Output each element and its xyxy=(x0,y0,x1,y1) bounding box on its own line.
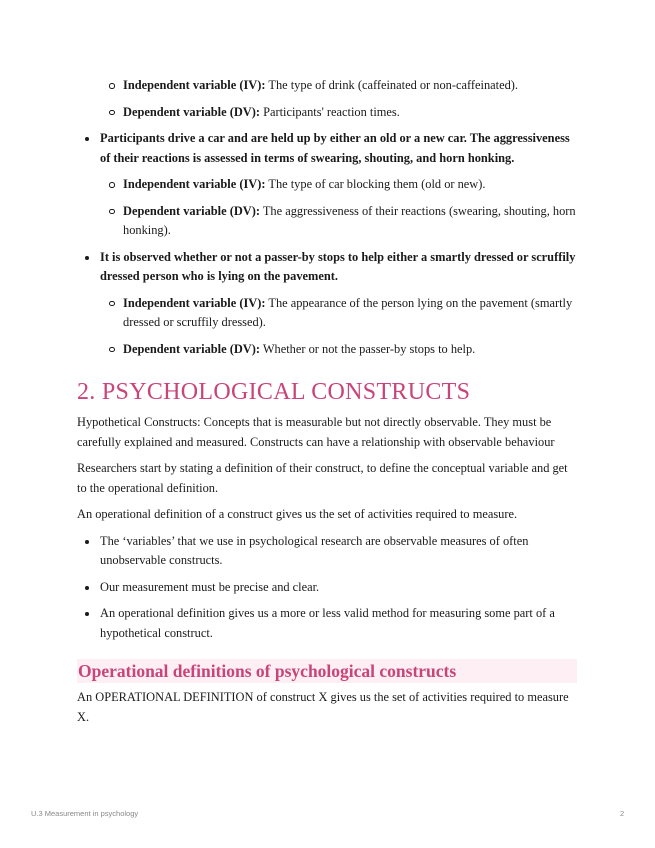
iv-term: Independent variable (IV): xyxy=(123,177,266,191)
footer-title: U.3 Measurement in psychology xyxy=(31,809,139,818)
subsection-heading: Operational definitions of psychological constructs xyxy=(77,659,577,683)
iv-text: The appearance of the person lying on the pavement (smartly dressed or scruffily dressed). xyxy=(123,295,573,329)
list-item xyxy=(77,103,577,123)
list-item xyxy=(77,76,577,96)
iv-text: The type of car blocking them (old or new). xyxy=(268,177,486,191)
list-item xyxy=(77,294,577,333)
example-2-scenario: Participants drive a car and are held up by either an old or a new car. The aggressiveness of their reactions is assessed in terms of swearing, shouting, and horn honking. xyxy=(100,131,570,165)
bullet-text: An operational definition gives us a more or less valid method for measuring some part of a hypothetical construct. xyxy=(100,606,555,640)
example-1-sublist xyxy=(77,76,577,122)
paragraph: An operational definition of a construct gives us the set of activities required to measure. xyxy=(77,507,518,521)
bullet-text: The ‘variables’ that we use in psychological research are observable measures of often unobservable constructs. xyxy=(100,533,529,567)
section-heading: 2. PSYCHOLOGICAL CONSTRUCTS xyxy=(77,379,471,405)
dv-text: The aggressiveness of their reactions (swearing, shouting, horn honking). xyxy=(123,203,576,237)
list-item xyxy=(77,202,577,241)
example-2-sublist xyxy=(100,175,577,241)
page-content xyxy=(77,76,577,727)
example-3-list xyxy=(77,248,577,360)
list-item xyxy=(77,604,577,643)
paragraph: An OPERATIONAL DEFINITION of construct X gives us the set of activities required to measure X. xyxy=(77,690,569,724)
dv-term: Dependent variable (DV): xyxy=(123,341,260,356)
iv-term: Independent variable (IV): xyxy=(123,78,266,92)
list-item xyxy=(77,340,577,360)
dv-text: Whether or not the passer-by stops to help. xyxy=(262,341,476,356)
dv-text: Participants' reaction times. xyxy=(263,104,400,119)
construct-bullets xyxy=(77,532,577,644)
example-2-list xyxy=(77,129,577,241)
paragraph: Researchers start by stating a definition of their construct, to define the conceptual variable and get to the operational definition. xyxy=(77,461,568,495)
list-item xyxy=(77,129,577,241)
dv-term: Dependent variable (DV): xyxy=(123,203,260,218)
example-3-sublist xyxy=(100,294,577,360)
paragraph: Hypothetical Constructs: Concepts that is measurable but not directly observable. They must be carefully explained and measured. Constructs can have a relationship with observable behaviour xyxy=(77,415,555,449)
list-item xyxy=(77,578,577,598)
list-item xyxy=(77,532,577,571)
example-3-scenario: It is observed whether or not a passer-by stops to help either a smartly dressed or scruffily dressed person who is lying on the pavement. xyxy=(100,249,576,283)
list-item xyxy=(77,248,577,360)
list-item xyxy=(77,175,577,195)
bullet-text: Our measurement must be precise and clear. xyxy=(100,579,320,594)
iv-text: The type of drink (caffeinated or non-caffeinated). xyxy=(268,78,519,92)
dv-term: Dependent variable (DV): xyxy=(123,104,260,119)
page-number: 2 xyxy=(620,809,625,818)
iv-term: Independent variable (IV): xyxy=(123,295,266,310)
